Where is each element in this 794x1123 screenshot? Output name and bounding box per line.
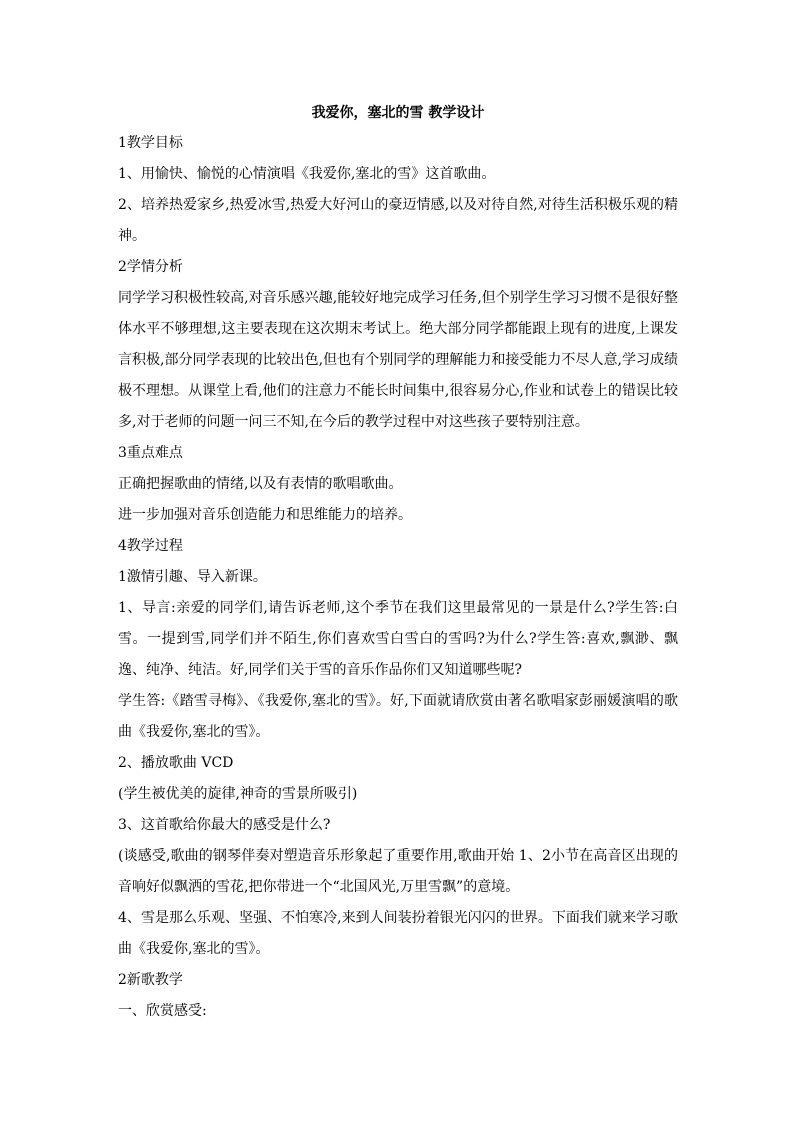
- process-paragraph-student-answer: 学生答:《踏雪寻梅》、《我爱你,塞北的雪》。好,下面就请欣赏由著名歌唱家彭丽媛演唱的歌曲《我爱你,塞北的雪》。: [118, 693, 678, 740]
- process-paragraph-question: 3、这首歌给你最大的感受是什么?: [118, 817, 331, 833]
- learner-analysis-paragraph: 同学学习积极性较高,对音乐感兴趣,能较好地完成学习任务,但个别学生学习习惯不是很好整体水平不够理想,这主要表现在这次期末考试上。绝大部分同学都能跟上现有的进度,上课发言积极,部分同学表现的比较出色,但也有个别同学的理解能力和接受能力不尽人意,学习成绩极不理想。从课堂上看,他们的注意力不能长时间集中,很容易分心,作业和试卷上的错误比较多,对于老师的问题一问三不知,在今后的教学过程中对这些孩子要特别注意。: [118, 290, 678, 430]
- goal-item-1: 1、用愉快、愉悦的心情演唱《我爱你,塞北的雪》这首歌曲。: [118, 166, 496, 182]
- process-step-intro: 1激情引趣、导入新课。: [118, 569, 267, 585]
- goal-item-2: 2、培养热爱家乡,热爱冰雪,热爱大好河山的豪迈情感,以及对待自然,对待生活积极乐观的精神。: [118, 197, 678, 244]
- process-paragraph-snow: 4、雪是那么乐观、坚强、不怕寒冷,来到人间装扮着银光闪闪的世界。下面我们就来学习歌曲《我爱你,塞北的雪》。: [118, 910, 678, 957]
- section-heading-learner-analysis: 2学情分析: [118, 259, 183, 275]
- process-paragraph-play-vcd: 2、播放歌曲 VCD: [118, 755, 234, 771]
- section-heading-key-points: 3重点难点: [118, 445, 183, 461]
- document-title: 我爱你，塞北的雪 教学设计: [311, 105, 485, 121]
- section-heading-teaching-process: 4教学过程: [118, 538, 183, 554]
- key-point-1: 正确把握歌曲的情绪,以及有表情的歌唱歌曲。: [118, 476, 403, 492]
- process-paragraph-attracted: (学生被优美的旋律,神奇的雪景所吸引): [118, 786, 358, 802]
- new-song-step-appreciate: 一、欣赏感受:: [118, 1003, 207, 1019]
- document-page: [118, 98, 678, 1027]
- process-paragraph-introduction: 1、导言:亲爱的同学们,请告诉老师,这个季节在我们这里最常见的一景是什么?学生答:白雪。一提到雪,同学们并不陌生,你们喜欢雪白雪白的雪吗?为什么?学生答:喜欢,飘渺、飘逸、纯净、纯洁。好,同学们关于雪的音乐作品你们又知道哪些呢?: [118, 600, 678, 678]
- section-heading-new-song: 2新歌教学: [118, 972, 183, 988]
- key-point-2: 进一步加强对音乐创造能力和思维能力的培养。: [118, 507, 412, 523]
- process-paragraph-feelings: (谈感受,歌曲的钢琴伴奏对塑造音乐形象起了重要作用,歌曲开始 1、2小节在高音区出现的音响好似飘洒的雪花,把你带进一个“北国风光,万里雪飘”的意境。: [118, 848, 678, 895]
- section-heading-teaching-goals: 1教学目标: [118, 135, 183, 151]
